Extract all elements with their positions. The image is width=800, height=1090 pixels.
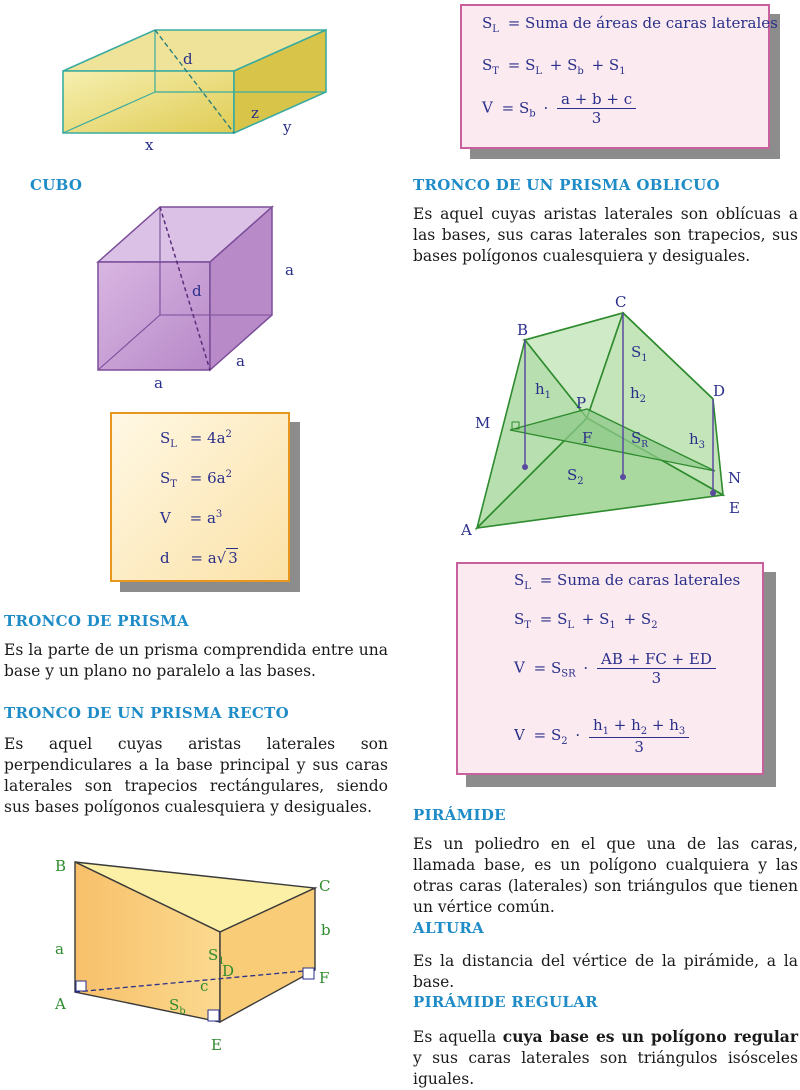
right-prism-trunk-diagram xyxy=(45,850,355,1060)
prism-label-edge-b: b xyxy=(321,921,331,939)
heading-piramide-regular: PIRÁMIDE REGULAR xyxy=(413,993,598,1011)
right-angle-mark-e xyxy=(208,1010,219,1021)
oblique-label-sr: $S_R$ xyxy=(631,429,649,450)
right-angle-mark-f xyxy=(303,968,314,979)
rectangular-prism-diagram xyxy=(55,22,345,157)
recto-formula-box xyxy=(460,4,780,159)
prism-label-f: F xyxy=(319,969,330,987)
recto-formula-st: $S_T = S_L + S_b + S_1$ xyxy=(482,56,626,77)
oblique-label-n: N xyxy=(728,469,742,487)
oblique-prism-trunk-diagram xyxy=(455,285,755,545)
box-front-face xyxy=(63,71,234,133)
paragraph-tronco-recto: Es aquel cuyas aristas laterales son perpendiculares a la base principal y sus caras laterales son trapecios rectángulares, siendo sus bases polígonos cualesquiera y desiguales. xyxy=(4,735,388,816)
box-label-x: x xyxy=(145,136,154,154)
paragraph-tronco-prisma: Es la parte de un prisma comprendida entre una base y un plano no paralelo a las bases. xyxy=(4,641,388,680)
paragraph-piramide-regular: Es aquella cuya base es un polígono regular y sus caras laterales son triángulos isósceles iguales. xyxy=(413,1027,798,1088)
oblique-label-s2: $S_2$ xyxy=(567,466,584,487)
heading-altura: ALTURA xyxy=(413,919,485,937)
paragraph-altura: Es la distancia del vértice de la pirámide, a la base. xyxy=(413,952,798,991)
prism-label-a: A xyxy=(55,995,66,1013)
right-angle-mark-a xyxy=(76,981,86,991)
cube-formula-box xyxy=(110,412,300,592)
prism-label-sb: $S_b$ xyxy=(169,996,186,1017)
oblicuo-formula-box xyxy=(456,562,776,787)
recto-formula-v: $V = S_b$ · $\frac{a + b + c}{3}$ xyxy=(482,90,636,127)
cube-label-a-bottom: a xyxy=(154,374,163,392)
box-label-d: d xyxy=(183,50,193,68)
oblique-label-c: C xyxy=(615,293,627,311)
cube-diagram xyxy=(90,200,310,395)
oblique-label-b: B xyxy=(517,321,529,339)
recto-formula-sl: $S_L$ = Suma de áreas de caras laterales xyxy=(482,14,778,35)
oblique-label-h3: $h_3$ xyxy=(689,430,706,451)
prism-label-c: C xyxy=(319,877,331,895)
oblique-label-p: P xyxy=(576,394,587,412)
heading-tronco-recto: TRONCO DE UN PRISMA RECTO xyxy=(4,704,289,722)
oblique-label-d: D xyxy=(713,382,726,400)
oblique-label-e: E xyxy=(729,499,740,517)
box-label-y: y xyxy=(283,118,292,136)
prism-label-e: E xyxy=(211,1036,222,1054)
oblicuo-formula-v1: $V = S_{SR}$ · $\frac{AB + FC + ED}{3}$ xyxy=(514,650,716,687)
prism-label-b: B xyxy=(55,857,67,875)
prism-label-s1: $S_1$ xyxy=(208,946,225,967)
cube-label-d: d xyxy=(192,282,202,300)
paragraph-tronco-oblicuo: Es aquel cuyas aristas laterales son oblícuas a las bases, sus caras laterales son trapecios, sus bases polígonos cualesquiera y desiguales. xyxy=(413,205,798,265)
cube-formula-v: $V = a^3$ xyxy=(160,509,223,527)
cube-label-a-right: a xyxy=(285,261,294,279)
heading-tronco-oblicuo: TRONCO DE UN PRISMA OBLICUO xyxy=(413,176,720,194)
prism-label-edge-a: a xyxy=(55,940,64,958)
oblicuo-formula-sl: $S_L$ = Suma de caras laterales xyxy=(514,571,741,592)
oblicuo-formula-v2: $V = S_2$ · $\frac{h_1 + h_2 + h_3}{3}$ xyxy=(514,716,689,756)
oblique-label-m: M xyxy=(475,414,491,432)
oblique-label-s1: $S_1$ xyxy=(631,343,648,364)
prism-label-edge-c: c xyxy=(200,977,209,995)
box-label-z: z xyxy=(251,104,259,122)
oblique-label-h2: $h_2$ xyxy=(630,384,647,405)
paragraph-piramide: Es un poliedro en el que una de las caras, llamada base, es un polígono cualquiera y las otras caras (laterales) son triángulos que tienen un vértice común. xyxy=(413,835,798,916)
cube-label-a-front: a xyxy=(236,352,245,370)
cube-formula-d: d = a√ 3 xyxy=(160,549,238,567)
heading-piramide: PIRÁMIDE xyxy=(413,806,506,824)
oblique-label-f: F xyxy=(582,429,593,447)
oblique-label-a: A xyxy=(461,521,472,539)
heading-cubo: CUBO xyxy=(30,176,83,194)
prism-label-d: D xyxy=(222,962,235,980)
oblicuo-formula-st: $S_T = S_L + S_1 + S_2$ xyxy=(514,610,658,631)
cube-formula-st: $S_T = 6a^2$ xyxy=(160,469,232,490)
cube-formula-sl: $S_L = 4a^2$ xyxy=(160,429,232,450)
heading-tronco-prisma: TRONCO DE PRISMA xyxy=(4,612,189,630)
oblique-label-h1: $h_1$ xyxy=(535,380,552,401)
